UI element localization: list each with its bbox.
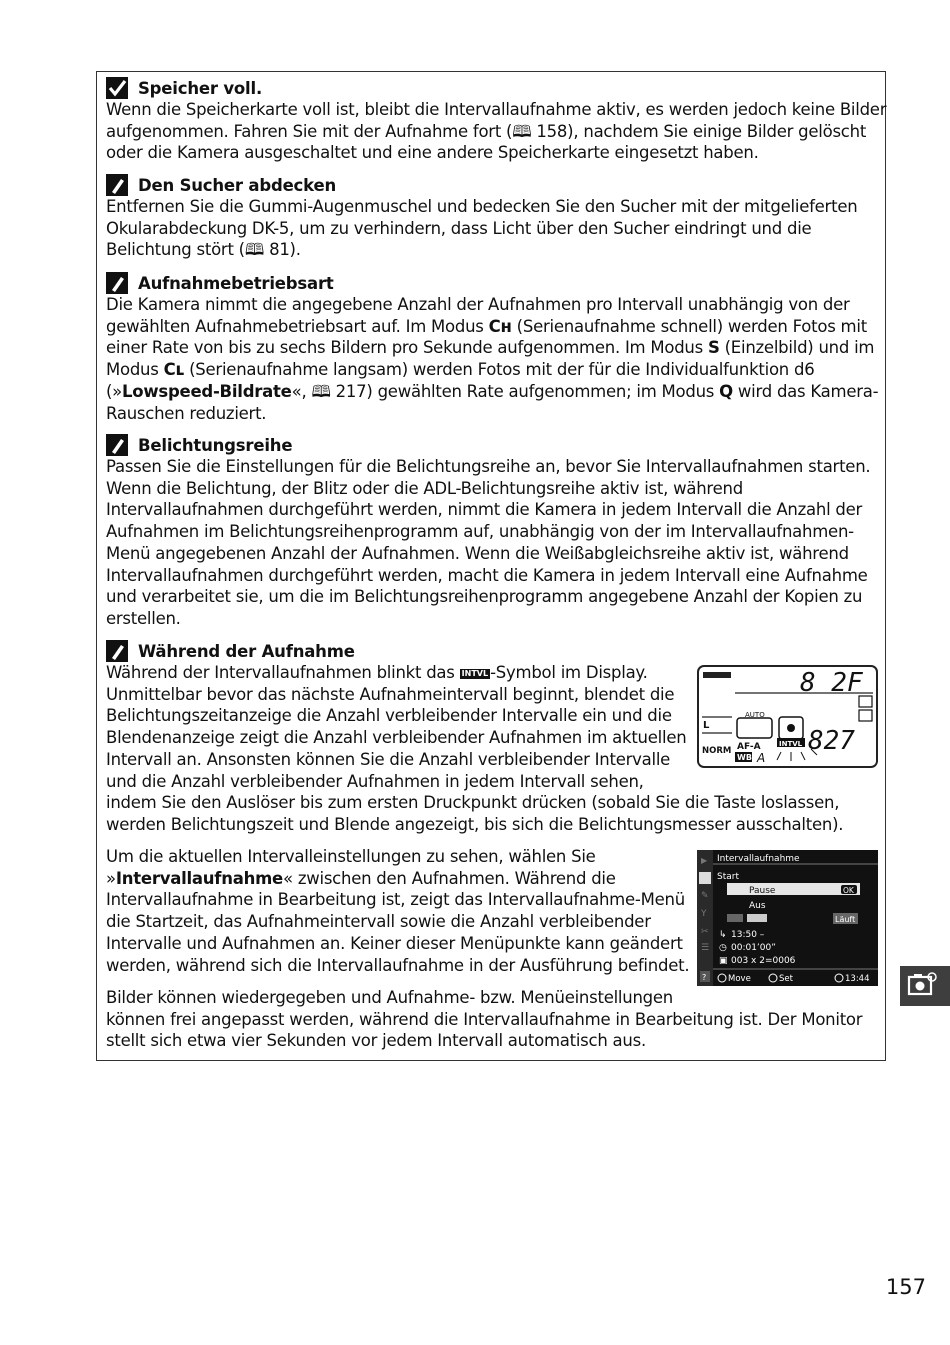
menu-ok: OK (843, 886, 854, 895)
text-line: Belichtung stört (🕮 81). (106, 240, 301, 260)
text-line: aufgenommen. Fahren Sie mit der Aufnahme fort (🕮 158), nachdem Sie einige Bilder gelöscht (106, 121, 867, 141)
text-line: und verarbeitet sie, um die im Belichtungsreihenprogramm angegebene Anzahl der Kopien zu (106, 587, 863, 607)
chapter-tab (900, 966, 950, 1006)
section-title: Speicher voll. (138, 78, 263, 98)
menu-pause: Pause (749, 886, 776, 896)
playback-tab-icon: ▶ (701, 856, 708, 865)
lcd-big-digits: 827 (808, 726, 855, 756)
mode-ch-symbol: Cʜ (488, 316, 512, 336)
svg-text:▣: ▣ (719, 956, 728, 966)
text-line: werden Belichtungszeit und Blende angezeigt, bis sich die Belichtungsmesser ausschalten). (106, 814, 844, 834)
menu-pause-row[interactable] (727, 883, 860, 895)
lcd-top-digits: 8 2F (800, 668, 863, 698)
text-line: Um die aktuellen Intervalleinstellungen zu sehen, wählen Sie (106, 847, 596, 866)
my-menu-tab-icon: ☰ (701, 943, 710, 953)
paragraph-playback-info (106, 987, 876, 1052)
note-speicher-voll (106, 77, 887, 164)
note-aufnahmebetriebsart (106, 272, 879, 424)
check-box-icon (106, 77, 128, 99)
text-line: Bilder können wiedergegeben und Aufnahme- bzw. Menüeinstellungen (106, 988, 674, 1007)
text-line: Intervallaufnahmen durchgeführt werden, nimmt die Kamera in jedem Intervall die Anzahl der (106, 500, 863, 520)
text-line: erstellen. (106, 608, 181, 628)
pencil-note-icon (106, 640, 128, 662)
section-title: Den Sucher abdecken (138, 175, 337, 195)
text-line: Unmittelbar bevor das nächste Aufnahmeintervall beginnt, blendet die (106, 684, 675, 704)
text-line: Rauschen reduziert. (106, 403, 267, 423)
retouch-tab-icon: ✂ (701, 927, 709, 937)
text-line: Blendenanzeige zeigt die Anzahl verbleibender Aufnahmen im aktuellen (106, 728, 687, 748)
text-line: einer Rate von bis zu sechs Bildern pro Sekunde aufgenommen. Im Modus S (Einzelbild) und im (106, 338, 875, 358)
lcd-l: L (703, 720, 710, 731)
text-line: »Intervallaufnahme« zwischen den Aufnahmen. Während die (106, 868, 616, 888)
interval-menu-illustration (697, 850, 878, 986)
pencil-note-icon (106, 272, 128, 294)
control-panel-illustration (697, 665, 878, 768)
text-line: Wenn die Speicherkarte voll ist, bleibt die Intervallaufnahme aktiv, es werden jedoch keine Bilder (106, 100, 887, 119)
text-line: Belichtungszeitanzeige die Anzahl verbleibender Intervalle ein und die (106, 706, 672, 726)
menu-start: Start (717, 872, 739, 882)
lcd-intvl: INTVL (779, 740, 803, 748)
text-line: und die Anzahl verbleibender Aufnahmen in jedem Intervall sehen, (106, 771, 644, 791)
text-line: Intervallaufnahme in Bearbeitung ist, zeigt das Intervallaufnahme-Menü (106, 890, 685, 910)
shooting-menu-tab-icon (699, 872, 711, 884)
pencil-note-icon (106, 434, 128, 456)
note-sucher-abdecken (106, 174, 876, 261)
text-line: indem Sie den Auslöser bis zum ersten Druckpunkt drücken (sobald Sie die Taste loslassen, (106, 793, 840, 813)
mode-s-symbol: S (707, 338, 720, 358)
menu-interval: 00:01’00” (731, 943, 776, 953)
menu-start-time: 13:50 – (731, 930, 765, 940)
text-line: Passen Sie die Einstellungen für die Belichtungsreihe an, bevor Sie Intervallaufnahmen starten. (106, 457, 871, 476)
lcd-norm: NORM (702, 746, 732, 756)
text-line: oder die Kamera ausgeschaltet und eine andere Speicherkarte eingesetzt haben. (106, 143, 759, 163)
menu-count: 003 x 2=0006 (731, 956, 796, 966)
text-line: werden, während sich die Intervallaufnahme in der Ausführung befindet. (106, 955, 690, 975)
text-line: Während der Intervallaufnahmen blinkt das INTVL -Symbol im Display. (106, 663, 648, 682)
pencil-note-icon (106, 174, 128, 196)
text-line: Die Kamera nimmt die angegebene Anzahl der Aufnahmen pro Intervall unabhängig von der (106, 295, 850, 314)
menu-aus: Aus (749, 901, 766, 911)
text-line: können frei angepasst werden, während die Intervallaufnahme in Bearbeitung ist. Der Monitor (106, 1009, 863, 1029)
svg-text:◷: ◷ (719, 943, 727, 953)
menu-clock: 13:44 (845, 974, 870, 984)
text-line: gewählten Aufnahmebetriebsart auf. Im Modus Cʜ (Serienaufnahme schnell) werden Fotos mit (106, 316, 867, 336)
section-title: Belichtungsreihe (138, 435, 293, 455)
svg-text:↳: ↳ (719, 930, 727, 940)
menu-set: Set (779, 974, 793, 984)
text-line: Aufnahmen im Belichtungsreihenprogramm auf, unabhängig von der im Intervallaufnahmen- (106, 522, 854, 542)
custom-settings-tab-icon: ✎ (701, 891, 709, 901)
lcd-auto: AUTO (745, 711, 765, 719)
menu-laeuft: Läuft (835, 915, 856, 924)
mode-cl-symbol: Cʟ (163, 360, 185, 380)
menu-move: Move (728, 974, 751, 984)
text-line: Intervalle und Aufnahmen an. Keiner dieser Menüpunkte kann geändert (106, 933, 683, 953)
section-title: Aufnahmebetriebsart (138, 273, 334, 293)
lcd-wb: WB (737, 753, 752, 762)
text-line: Wenn die Belichtung, der Blitz oder die ADL-Belichtungsreihe aktiv ist, während (106, 478, 743, 498)
lcd-a: A (757, 751, 766, 765)
lcd-af: AF-A (737, 742, 761, 752)
text-line: Intervallaufnahmen durchgeführt werden, macht die Kamera in jedem Intervall eine Aufnahme (106, 565, 868, 585)
section-title: Während der Aufnahme (138, 641, 355, 661)
battery-icon (703, 672, 731, 678)
svg-text:?: ? (702, 973, 707, 982)
interval-icon (747, 914, 767, 922)
text-line: stellt sich etwa vier Sekunden vor jedem Intervall automatisch aus. (106, 1031, 646, 1051)
text-line: Modus Cʟ (Serienaufnahme langsam) werden Fotos mit der für die Individualfunktion d6 (106, 360, 815, 380)
text-line: (»Lowspeed-Bildrate«, 🕮 217) gewählten Rate aufgenommen; im Modus Q wird das Kamera- (106, 381, 879, 401)
mode-q-symbol: Q (719, 381, 733, 401)
note-belichtungsreihe (106, 434, 876, 630)
text-line: Okularabdeckung DK-5, um zu verhindern, dass Licht über den Sucher eindringt und die (106, 218, 812, 238)
page-number: 157 (885, 1275, 926, 1299)
text-line: Menü angegebenen Anzahl der Aufnahmen. Wenn die Weißabgleichsreihe aktiv ist, während (106, 543, 849, 563)
menu-title: Intervallaufnahme (717, 854, 800, 864)
intvl-symbol: INTVL (461, 669, 489, 678)
text-line: Entfernen Sie die Gummi-Augenmuschel und bedecken Sie den Sucher mit der mitgelieferten (106, 197, 858, 216)
camera-timer-icon (900, 966, 950, 1006)
text-line: die Startzeit, das Aufnahmeintervall sowie die Anzahl verbleibender (106, 912, 651, 932)
text-line: Intervall an. Ansonsten können Sie die Anzahl verbleibender Intervalle (106, 749, 671, 769)
setup-tab-icon: Y (701, 909, 707, 919)
